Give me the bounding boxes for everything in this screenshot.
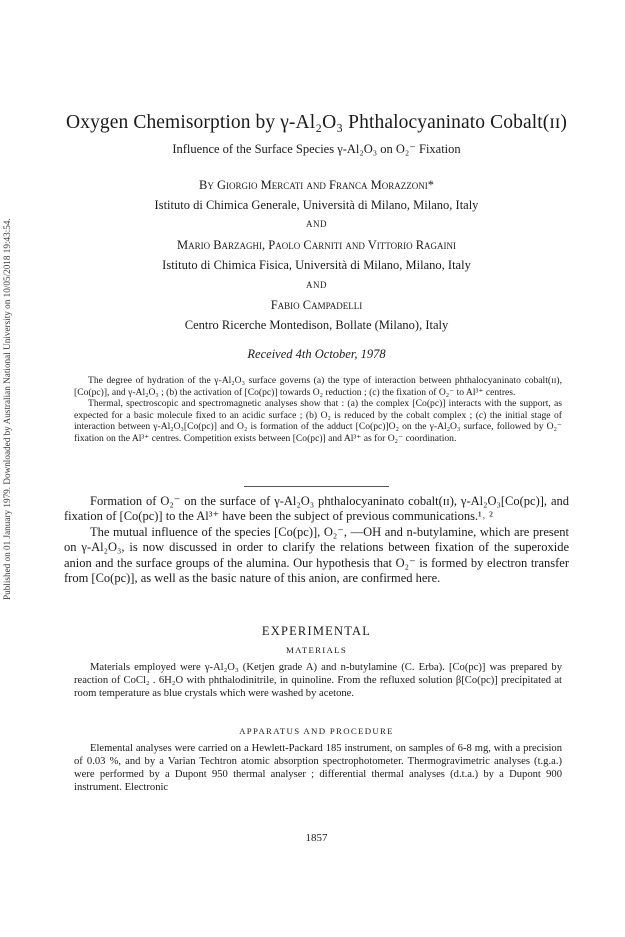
abstract-paragraph: Thermal, spectroscopic and spectromagnetic analyses show that : (a) the complex [Co(pc)] interacts with the support, as expected for a basic molecule fixed to an acidic surface ; (b) O₂ is reduced by the cobalt complex ; (c) the initial stage of interaction between γ-Al₂O₃[Co(pc)] and O₂ is formation of the adduct [Co(pc)]O₂ on the γ-Al₂O₃ surface, followed by O₂⁻ fixation on the Al³⁺ centres. Competition exists between [Co(pc)] and Al³⁺ as for O₂⁻ coordination. [74,398,562,444]
affiliation-2: Istituto di Chimica Fisica, Università di Milano, Milano, Italy [162,258,471,272]
and-separator-1: AND [306,219,327,229]
subsection-heading-apparatus: APPARATUS AND PROCEDURE [239,726,394,736]
apparatus-section [74,742,562,794]
subsection-heading-materials: MATERIALS [285,645,348,655]
body-paragraph: Formation of O₂⁻ on the surface of γ-Al₂O₃ phthalocyaninato cobalt(ɪɪ), γ-Al₂O₃[Co(pc)], and fixation of [Co(pc)] to the Al³⁺ have been the subject of previous communications.¹˒ ² [64,494,569,524]
section-divider [244,486,389,487]
page-number: 1857 [305,832,328,844]
affiliation-1: Istituto di Chimica Generale, Università di Milano, Milano, Italy [154,198,479,212]
authors-group-2: Mario Barzaghi, Paolo Carniti and Vittorio Ragaini [176,238,457,252]
authors-group-1: By Giorgio Mercati and Franca Morazzoni* [199,178,434,192]
body-paragraph: Materials employed were γ-Al₂O₃ (Ketjen grade A) and n-butylamine (C. Erba). [Co(pc)] was prepared by reaction of CoCl₂ . 6H₂O with phthalodinitrile, in quinoline. From the refluxed solution β[Co(pc)] precipitated at room temperature as blue crystals which were washed by acetone. [74,662,562,699]
introduction [64,494,569,586]
download-watermark: Published on 01 January 1979. Downloaded by Australian National University on 10/05/2018 19:43:54. [2,218,12,600]
paper-subtitle: Influence of the Surface Species γ-Al₂O₃ on O₂⁻ Fixation [172,142,461,156]
body-paragraph: Elemental analyses were carried on a Hewlett-Packard 185 instrument, on samples of 6-8 mg, with a precision of 0.03 %, and by a Varian Techtron atomic absorption spectrophotometer. Thermogravimetric analyses (t.g.a.) were performed by a Dupont 950 thermal analyser ; differential thermal analyses (d.t.a.) by a Dupont 900 instrument. Electronic [74,743,562,793]
authors-group-3: Fabio Campadelli [270,298,363,312]
abstract-paragraph: The degree of hydration of the γ-Al₂O₃ surface governs (a) the type of interaction between phthalocyaninato cobalt(ɪɪ), [Co(pc)], and γ-Al₂O₃ ; (b) the activation of [Co(pc)] towards O₂ reduction ; (c) the fixation of O₂⁻ to Al³⁺ centres. [74,375,562,398]
body-paragraph: The mutual influence of the species [Co(pc)], O₂⁻, —OH and n-butylamine, which are present on γ-Al₂O₃, is now discussed in order to clarify the relations between fixation of the superoxide anion and the surface groups of the alumina. Our hypothesis that O₂⁻ is formed by electron transfer from [Co(pc)], as well as the basic nature of this anion, are confirmed here. [64,524,569,586]
abstract [74,375,562,445]
received-date: Received 4th October, 1978 [247,347,386,361]
paper-title: Oxygen Chemisorption by γ-Al₂O₃ Phthalocyaninato Cobalt(ɪɪ) [66,112,567,133]
section-heading-experimental: EXPERIMENTAL [261,624,372,638]
and-separator-2: AND [306,280,327,290]
affiliation-3: Centro Ricerche Montedison, Bollate (Milano), Italy [184,318,449,332]
materials-section [74,661,562,700]
